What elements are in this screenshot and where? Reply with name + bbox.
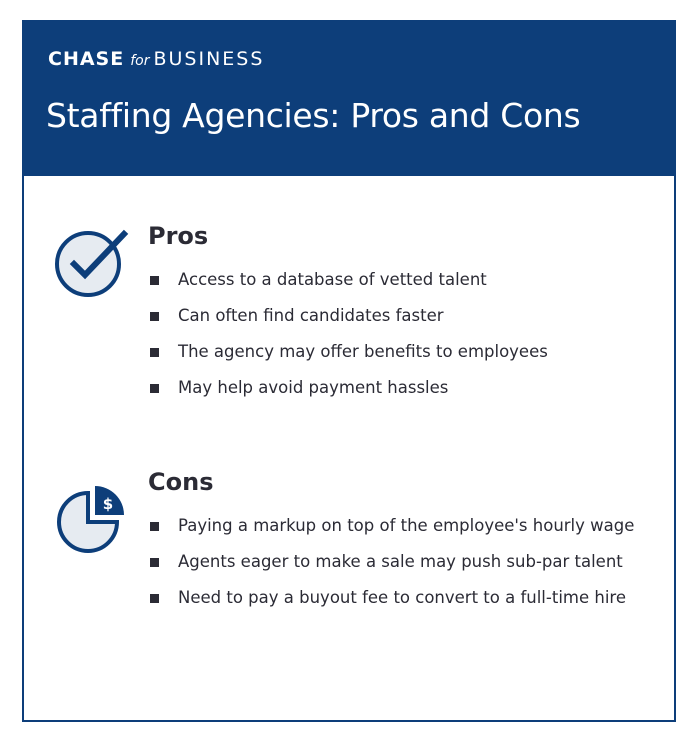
page-title: Staffing Agencies: Pros and Cons: [46, 96, 581, 135]
cons-item-text: Need to pay a buyout fee to convert to a full-time hire: [178, 588, 626, 607]
cons-heading: Cons: [148, 468, 214, 496]
square-bullet-icon: [150, 594, 159, 603]
pros-heading: Pros: [148, 222, 209, 250]
dollar-sign: $: [102, 495, 114, 513]
square-bullet-icon: [150, 558, 159, 567]
pros-item-text: Access to a database of vetted talent: [178, 270, 487, 289]
brand-name-business: BUSINESS: [153, 48, 265, 70]
brand-logo: [48, 48, 264, 70]
pros-item-text: Can often find candidates faster: [178, 306, 444, 325]
pros-item-text: May help avoid payment hassles: [178, 378, 449, 397]
brand-name-chase: CHASE: [48, 48, 125, 70]
brand-name-for: for: [130, 53, 150, 69]
square-bullet-icon: [150, 276, 159, 285]
square-bullet-icon: [150, 312, 159, 321]
cons-item-text: Agents eager to make a sale may push sub-par talent: [178, 552, 623, 571]
square-bullet-icon: [150, 384, 159, 393]
pros-item-text: The agency may offer benefits to employees: [178, 342, 548, 361]
square-bullet-icon: [150, 348, 159, 357]
dollar-pie-chart-icon: [54, 480, 130, 556]
infographic-card: [22, 20, 676, 722]
cons-item-text: Paying a markup on top of the employee's hourly wage: [178, 516, 635, 535]
header-banner: [24, 22, 674, 176]
square-bullet-icon: [150, 522, 159, 531]
checkmark-circle-icon: [54, 224, 130, 300]
